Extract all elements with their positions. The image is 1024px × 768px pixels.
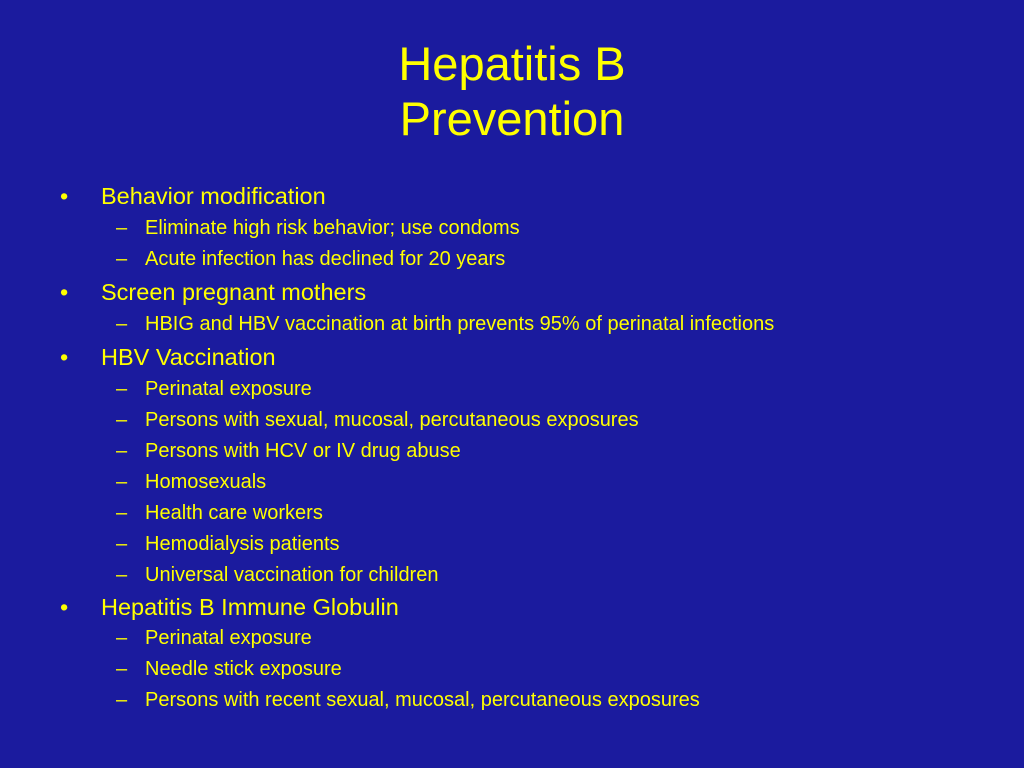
sub-item-text: Homosexuals [145,471,267,493]
sub-item-text: Perinatal exposure [145,627,312,649]
dash-marker: – [116,471,128,493]
sub-item-text: Perinatal exposure [145,378,312,400]
bullet-text: Hepatitis B Immune Globulin [101,594,399,620]
sub-item-text: HBIG and HBV vaccination at birth prevents 95% of perinatal infections [145,313,775,335]
sub-item-text: Persons with sexual, mucosal, percutaneous exposures [145,409,639,431]
dash-marker: – [116,440,128,462]
slide-title-line-2: Prevention [399,92,625,145]
sub-item-text: Persons with recent sexual, mucosal, percutaneous exposures [145,689,700,711]
sub-item-text: Health care workers [145,502,323,524]
dash-marker: – [116,564,128,586]
dash-marker: – [116,502,128,524]
bullet-text: Behavior modification [101,183,326,209]
sub-item-text: Hemodialysis patients [145,533,340,555]
dash-marker: – [116,658,128,680]
dash-marker: – [116,689,128,711]
bullet-marker: • [60,183,69,209]
bullet-text: Screen pregnant mothers [101,279,367,305]
bullet-text: HBV Vaccination [101,344,276,370]
sub-item-text: Eliminate high risk behavior; use condoms [145,217,520,239]
dash-marker: – [116,378,128,400]
sub-item-text: Universal vaccination for children [145,564,439,586]
sub-item-text: Persons with HCV or IV drug abuse [145,440,461,462]
bullet-marker: • [60,279,69,305]
dash-marker: – [116,313,128,335]
slide-title-line-1: Hepatitis B [398,37,626,90]
sub-item-text: Needle stick exposure [145,658,342,680]
dash-marker: – [116,217,128,239]
dash-marker: – [116,533,128,555]
bullet-marker: • [60,594,69,620]
bullet-marker: • [60,344,69,370]
dash-marker: – [116,409,128,431]
sub-item-text: Acute infection has declined for 20 years [145,248,506,270]
dash-marker: – [116,248,128,270]
dash-marker: – [116,627,128,649]
